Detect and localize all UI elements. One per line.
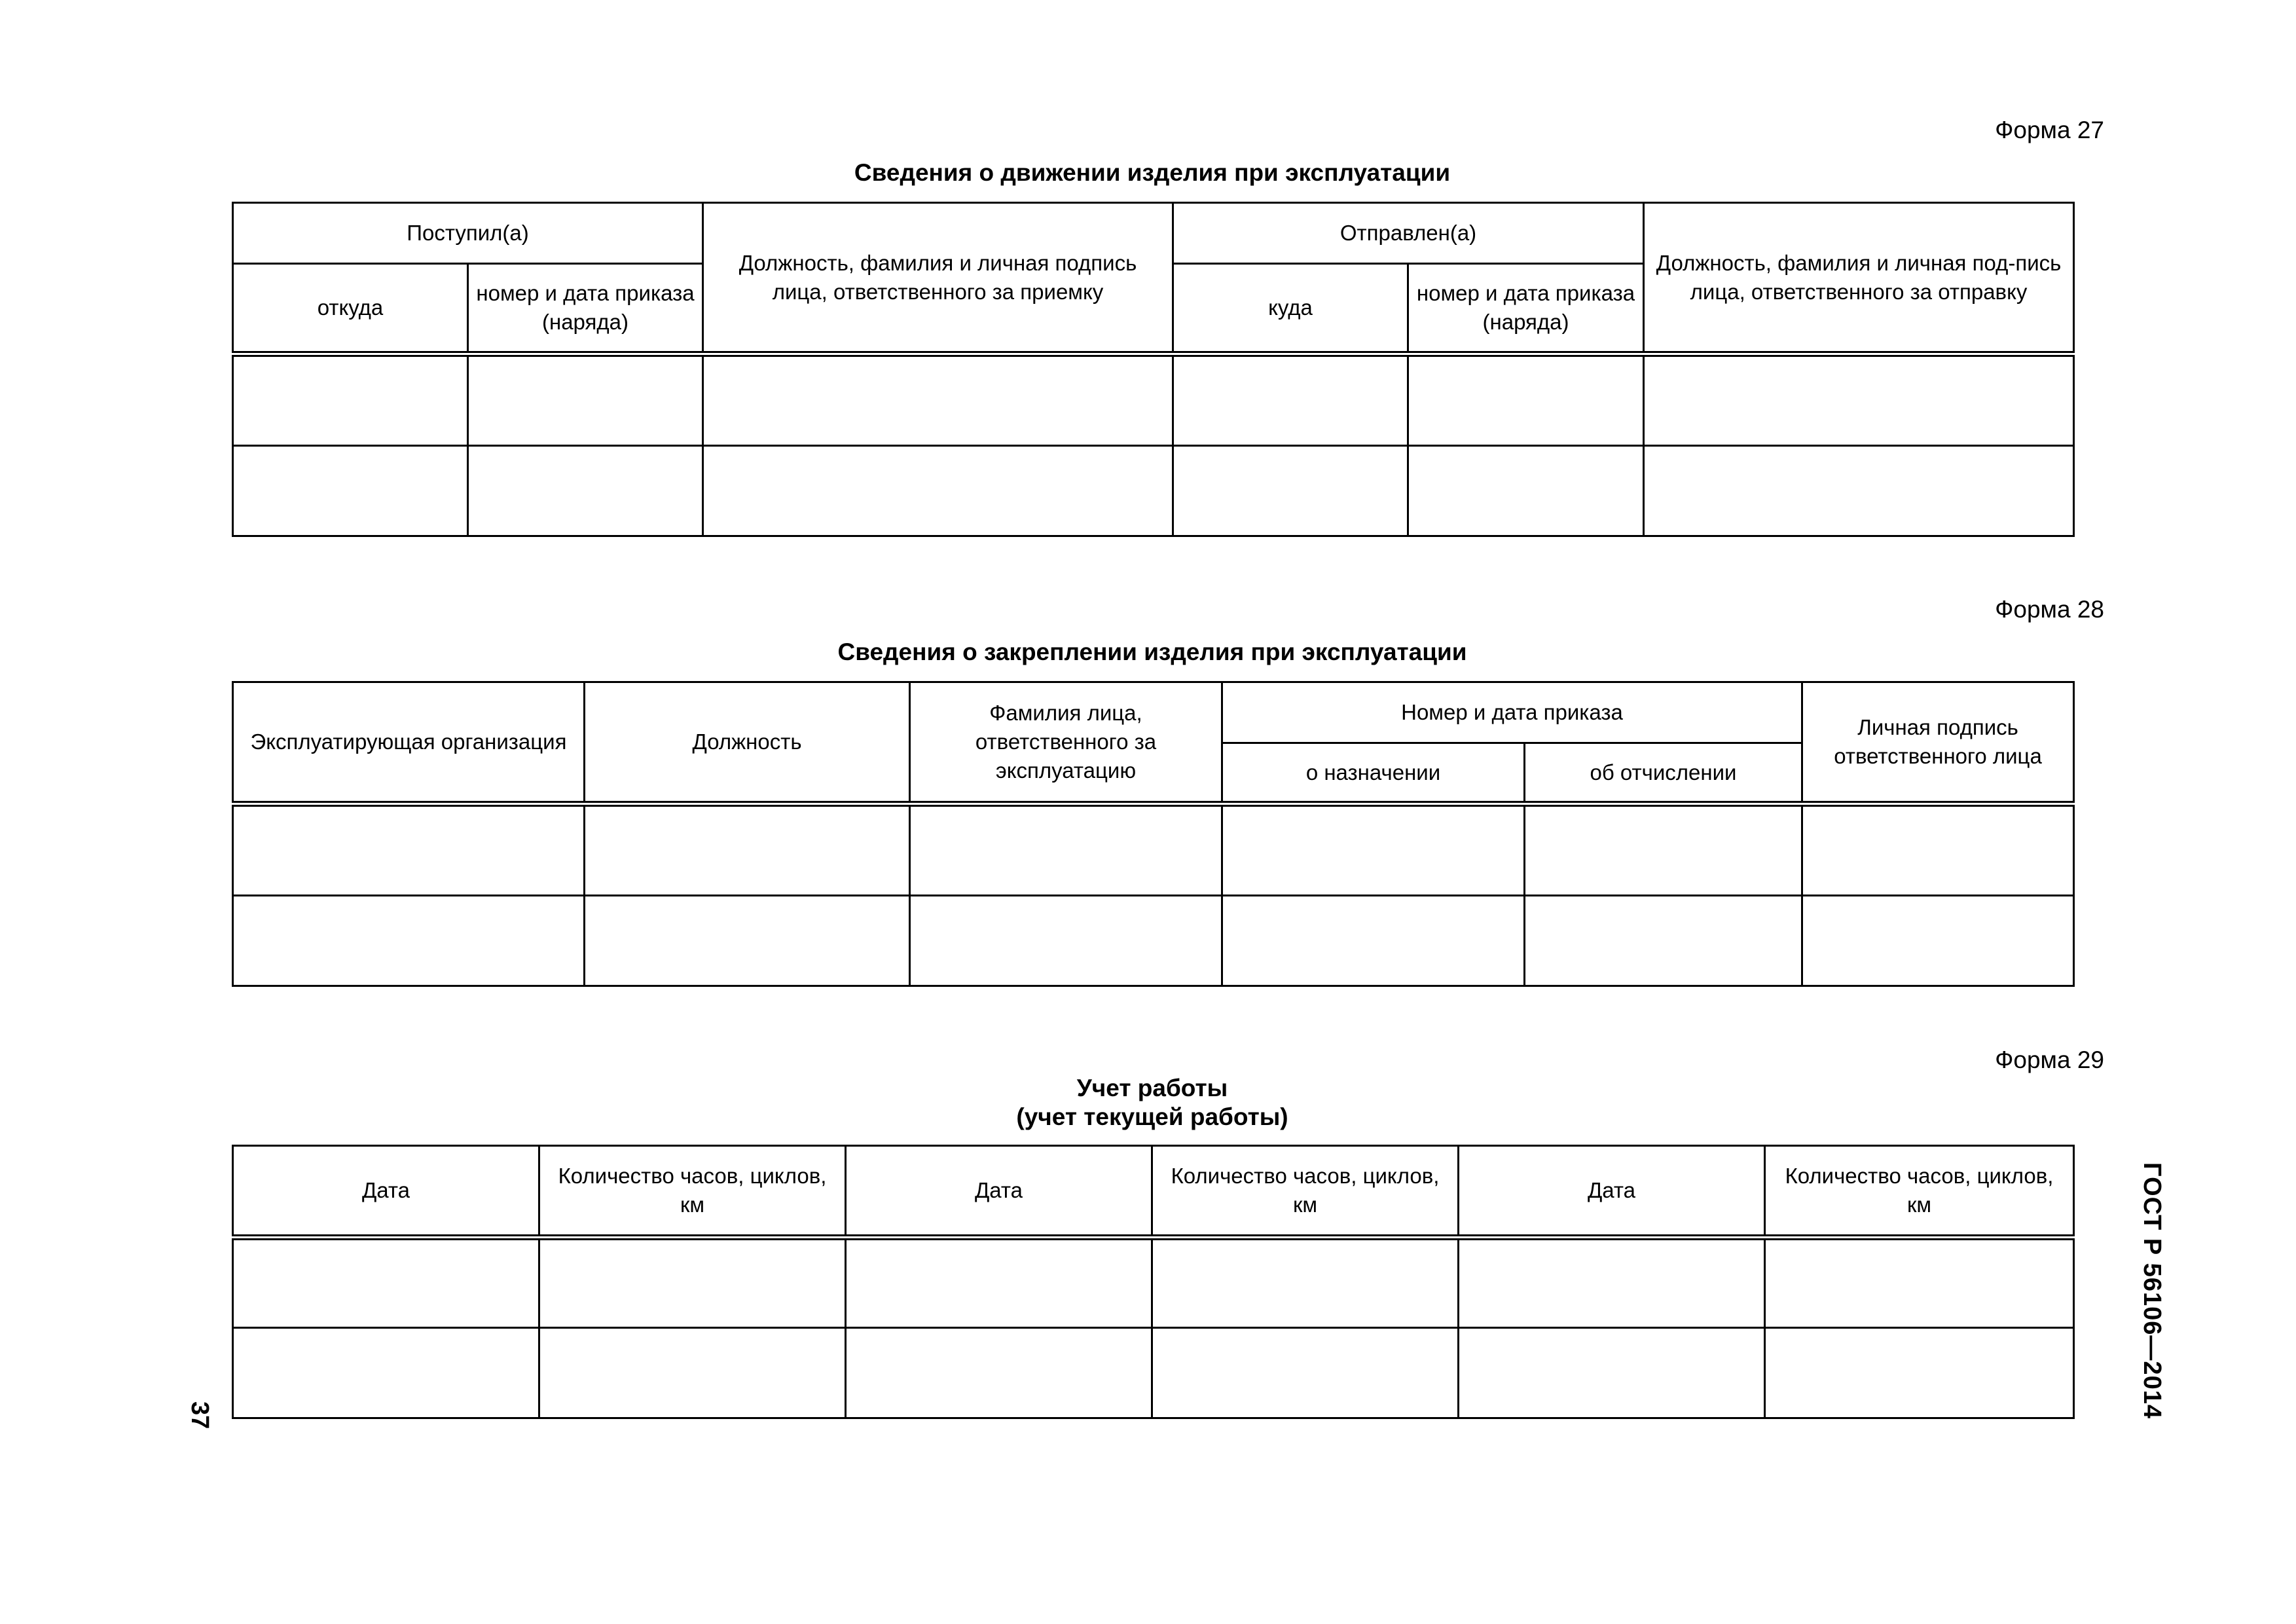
table-cell[interactable] xyxy=(1173,354,1408,446)
table-cell[interactable] xyxy=(233,1328,539,1418)
table-cell[interactable] xyxy=(1152,1238,1459,1328)
table-cell[interactable] xyxy=(233,804,585,896)
standard-designation: ГОСТ Р 56106—2014 xyxy=(2138,1162,2166,1419)
header-acceptor: Должность, фамилия и личная подпись лица, ответственного за приемку xyxy=(703,203,1173,354)
table-cell[interactable] xyxy=(910,804,1222,896)
table-cell[interactable] xyxy=(1173,446,1408,536)
table-cell[interactable] xyxy=(233,896,585,986)
header-quantity-1: Количество часов, циклов, км xyxy=(539,1146,846,1238)
table-cell[interactable] xyxy=(1525,804,1802,896)
table-cell[interactable] xyxy=(1408,446,1644,536)
table-cell[interactable] xyxy=(468,354,703,446)
table-cell[interactable] xyxy=(1765,1328,2074,1418)
table-cell[interactable] xyxy=(1222,804,1525,896)
header-received: Поступил(а) xyxy=(233,203,703,264)
table-cell[interactable] xyxy=(1644,354,2074,446)
header-sent-order: номер и дата приказа (наряда) xyxy=(1408,264,1644,354)
table-cell[interactable] xyxy=(910,896,1222,986)
table-cell[interactable] xyxy=(846,1238,1152,1328)
table-cell[interactable] xyxy=(1765,1238,2074,1328)
table-cell[interactable] xyxy=(846,1328,1152,1418)
table-cell[interactable] xyxy=(585,896,910,986)
header-signature: Личная подпись ответственного лица xyxy=(1802,682,2074,804)
table-cell[interactable] xyxy=(539,1328,846,1418)
header-quantity-3: Количество часов, циклов, км xyxy=(1765,1146,2074,1238)
table-cell[interactable] xyxy=(539,1238,846,1328)
header-date-3: Дата xyxy=(1459,1146,1765,1238)
header-date-2: Дата xyxy=(846,1146,1152,1238)
table-row xyxy=(233,1238,2074,1328)
header-date-1: Дата xyxy=(233,1146,539,1238)
table-cell[interactable] xyxy=(1459,1328,1765,1418)
page-number: 37 xyxy=(186,1401,213,1430)
header-received-order: номер и дата приказа (наряда) xyxy=(468,264,703,354)
table-cell[interactable] xyxy=(233,446,468,536)
form-28-title: Сведения о закреплении изделия при эксплуатации xyxy=(837,638,1467,665)
table-row xyxy=(233,804,2074,896)
header-quantity-2: Количество часов, циклов, км xyxy=(1152,1146,1459,1238)
form-29-title-line2: (учет текущей работы) xyxy=(1016,1103,1288,1130)
table-cell[interactable] xyxy=(1644,446,2074,536)
header-sent-to: куда xyxy=(1173,264,1408,354)
table-cell[interactable] xyxy=(233,1238,539,1328)
table-cell[interactable] xyxy=(703,446,1173,536)
form-29-label: Форма 29 xyxy=(1995,1046,2104,1073)
form-28-table xyxy=(232,681,2075,987)
header-received-from: откуда xyxy=(233,264,468,354)
table-row xyxy=(233,354,2074,446)
table-row xyxy=(233,446,2074,536)
header-organization: Эксплуатирующая организация xyxy=(233,682,585,804)
table-cell[interactable] xyxy=(585,804,910,896)
table-cell[interactable] xyxy=(1525,896,1802,986)
header-order: Номер и дата приказа xyxy=(1222,682,1802,743)
form-29-title-line1: Учет работы xyxy=(1076,1075,1228,1101)
table-cell[interactable] xyxy=(1459,1238,1765,1328)
header-sent: Отправлен(а) xyxy=(1173,203,1644,264)
table-cell[interactable] xyxy=(1152,1328,1459,1418)
header-position: Должность xyxy=(585,682,910,804)
header-sender: Должность, фамилия и личная под-пись лица, ответственного за отправку xyxy=(1644,203,2074,354)
table-cell[interactable] xyxy=(703,354,1173,446)
table-cell[interactable] xyxy=(1802,804,2074,896)
table-cell[interactable] xyxy=(1222,896,1525,986)
table-cell[interactable] xyxy=(233,354,468,446)
table-cell[interactable] xyxy=(1408,354,1644,446)
header-appointment: о назначении xyxy=(1222,743,1525,804)
form-28-label: Форма 28 xyxy=(1995,596,2104,623)
form-29-table xyxy=(232,1145,2075,1419)
table-row xyxy=(233,896,2074,986)
form-27-label: Форма 27 xyxy=(1995,117,2104,143)
header-dismissal: об отчислении xyxy=(1525,743,1802,804)
header-responsible: Фамилия лица, ответственного за эксплуатацию xyxy=(910,682,1222,804)
form-27-title: Сведения о движении изделия при эксплуатации xyxy=(854,159,1451,186)
table-cell[interactable] xyxy=(1802,896,2074,986)
table-row xyxy=(233,1328,2074,1418)
form-27-table xyxy=(232,202,2075,537)
table-cell[interactable] xyxy=(468,446,703,536)
